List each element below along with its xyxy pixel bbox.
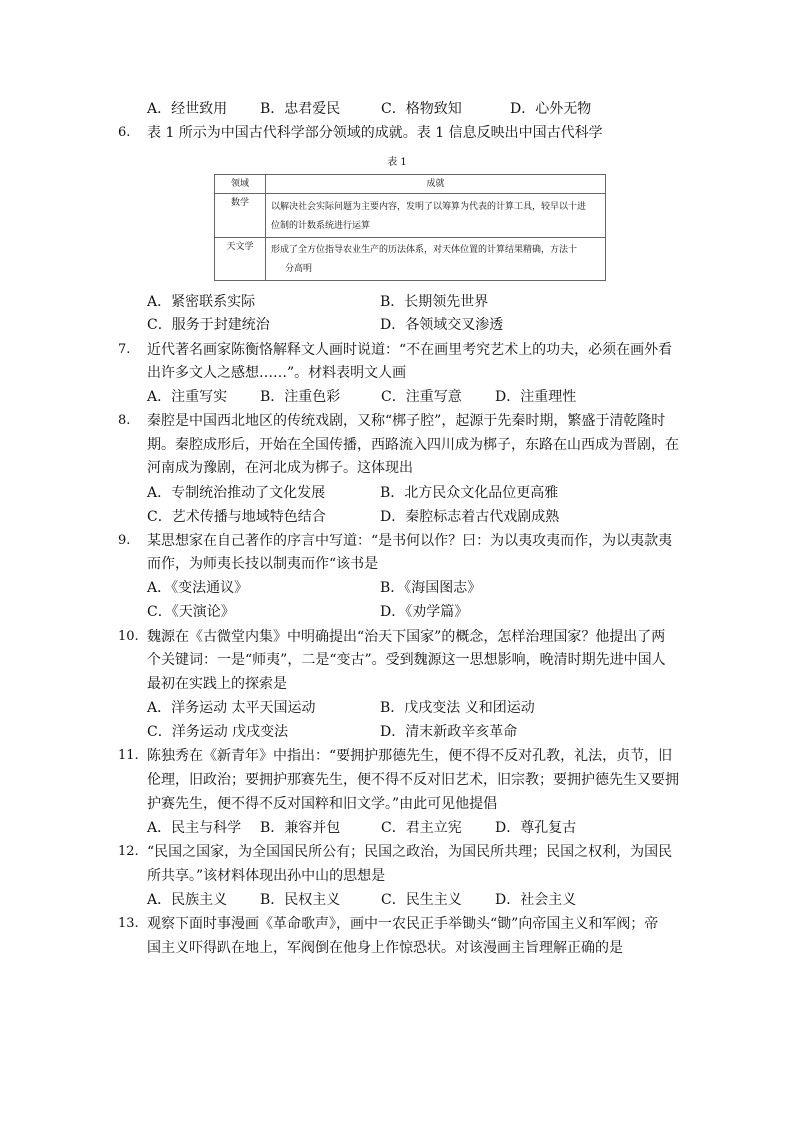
achievement-line: 位制的计数系统进行运算 — [271, 221, 371, 231]
q10-option-b[interactable]: B．戊戌变法 义和团运动 — [380, 700, 535, 716]
q6-option-a[interactable]: A．紧密联系实际 — [147, 294, 256, 310]
q12-line-1: “民国之国家，为全国国民所公有；民国之政治，为国民所共理；民国之权利，为国民 — [147, 844, 673, 860]
q8-line-2: 期。秦腔成形后，开始在全国传播，西路流入四川成为梆子，东路在山西成为晋剧，在 — [147, 437, 679, 453]
q11-line-3: 护赛先生，便不得不反对国粹和旧文学。”由此可见他提倡 — [147, 796, 498, 812]
q7-line-1: 近代著名画家陈衡恪解释文人画时说道：“不在画里考究艺术上的功夫，必须在画外看 — [147, 342, 673, 358]
q7-option-b[interactable]: B．注重色彩 — [260, 389, 341, 405]
achievement-line: 分高明 — [285, 264, 313, 274]
q6-stem: 表 1 所示为中国古代科学部分领域的成就。表 1 信息反映出中国古代科学 — [147, 125, 603, 141]
q11-option-c[interactable]: C．君主立宪 — [381, 820, 462, 836]
q8-line-1: 秦腔是中国西北地区的传统戏剧，又称“梆子腔”，起源于先秦时期，繁盛于清乾隆时 — [147, 413, 666, 429]
q12-line-2: 所共享。”该材料体现出孙中山的思想是 — [147, 868, 386, 884]
table-cell-field: 数学 — [215, 194, 266, 238]
table-header-achievement: 成就 — [266, 175, 606, 194]
q7-option-c[interactable]: C．注重写意 — [381, 389, 462, 405]
q12-option-d[interactable]: D．社会主义 — [495, 892, 577, 908]
q6-number: 6. — [118, 125, 131, 140]
q11-option-d[interactable]: D．尊孔复古 — [495, 820, 577, 836]
q13-line-1: 观察下面时事漫画《革命歌声》，画中一农民正手举锄头“锄”向帝国主义和军阀；帝 — [147, 916, 659, 932]
achievement-line: 形成了全方位指导农业生产的历法体系，对天体位置的计算结果精确，方法十 — [271, 245, 578, 255]
q6-option-b[interactable]: B．长期领先世界 — [380, 294, 489, 310]
q7-number: 7. — [118, 342, 131, 357]
q12-option-b[interactable]: B．民权主义 — [260, 892, 341, 908]
table-cell-achievement — [266, 238, 606, 281]
q7-option-a[interactable]: A．注重写实 — [147, 389, 228, 405]
q7-line-2: 出许多文人之感想……”。材料表明文人画 — [147, 365, 407, 381]
q8-number: 8. — [118, 413, 131, 428]
q10-option-d[interactable]: D．清末新政辛亥革命 — [380, 724, 518, 740]
q8-option-c[interactable]: C．艺术传播与地域特色结合 — [147, 509, 326, 525]
q5-option-d[interactable]: D．心外无物 — [510, 101, 592, 117]
table-cell-achievement — [266, 194, 606, 238]
q9-option-a[interactable]: A．《变法通议》 — [147, 580, 249, 596]
q5-option-a[interactable]: A．经世致用 — [147, 101, 228, 117]
table-1-caption: 表 1 — [387, 157, 407, 168]
q12-number: 12. — [118, 844, 139, 859]
q13-line-2: 国主义吓得趴在地上，军阀倒在他身上作惊恐状。对该漫画主旨理解正确的是 — [147, 940, 623, 956]
table-cell-field: 天文学 — [215, 238, 266, 281]
q6-option-d[interactable]: D．各领域交叉渗透 — [380, 317, 504, 333]
q8-option-a[interactable]: A．专制统治推动了文化发展 — [147, 485, 326, 501]
q9-number: 9. — [118, 533, 131, 548]
q9-option-d[interactable]: D．《劝学篇》 — [380, 604, 469, 620]
q11-line-1: 陈独秀在《新青年》中指出：“要拥护那德先生，便不得不反对孔教，礼法，贞节，旧 — [147, 748, 673, 764]
q12-option-a[interactable]: A．民族主义 — [147, 892, 228, 908]
q11-option-b[interactable]: B．兼容并包 — [260, 820, 341, 836]
q12-option-c[interactable]: C．民生主义 — [381, 892, 462, 908]
table-header-field: 领域 — [215, 175, 266, 194]
q5-option-c[interactable]: C．格物致知 — [381, 101, 462, 117]
q13-number: 13. — [118, 916, 139, 931]
table-1 — [214, 174, 606, 281]
table-row — [215, 194, 606, 238]
q10-line-3: 最初在实践上的探索是 — [147, 676, 287, 692]
q10-option-a[interactable]: A．洋务运动 太平天国运动 — [147, 700, 316, 716]
q8-line-3: 河南成为豫剧，在河北成为梆子。这体现出 — [147, 460, 413, 476]
q10-line-1: 魏源在《古微堂内集》中明确提出“治天下国家”的概念，怎样治理国家？他提出了两 — [147, 629, 666, 645]
table-header-row — [215, 175, 606, 194]
q8-option-d[interactable]: D．秦腔标志着古代戏剧成熟 — [380, 509, 560, 525]
q11-line-2: 伦理，旧政治；要拥护那赛先生，便不得不反对旧艺术，旧宗教；要拥护德先生又要拥 — [147, 772, 679, 788]
q11-option-a[interactable]: A．民主与科学 — [147, 820, 242, 836]
achievement-line: 以解决社会实际问题为主要内容，发明了以筹算为代表的计算工具，较早以十进 — [271, 202, 587, 212]
q10-line-2: 个关键词：一是“师夷”，二是“变古”。受到魏源这一思想影响，晚清时期先进中国人 — [147, 652, 666, 668]
q6-option-c[interactable]: C．服务于封建统治 — [147, 317, 270, 333]
q5-option-b[interactable]: B．忠君爱民 — [260, 101, 341, 117]
q8-option-b[interactable]: B．北方民众文化品位更高雅 — [380, 485, 559, 501]
q9-line-2: 而作，为师夷长技以制夷而作“该书是 — [147, 556, 379, 572]
q9-option-c[interactable]: C．《天演论》 — [147, 604, 235, 620]
q10-number: 10. — [118, 629, 139, 644]
q9-line-1: 某思想家在自己著作的序言中写道：“是书何以作？曰：为以夷攻夷而作，为以夷款夷 — [147, 533, 673, 549]
q9-option-b[interactable]: B．《海国图志》 — [380, 580, 482, 596]
q10-option-c[interactable]: C．洋务运动 戊戌变法 — [147, 724, 289, 740]
q7-option-d[interactable]: D．注重理性 — [495, 389, 577, 405]
table-row — [215, 238, 606, 281]
q11-number: 11. — [118, 748, 139, 763]
